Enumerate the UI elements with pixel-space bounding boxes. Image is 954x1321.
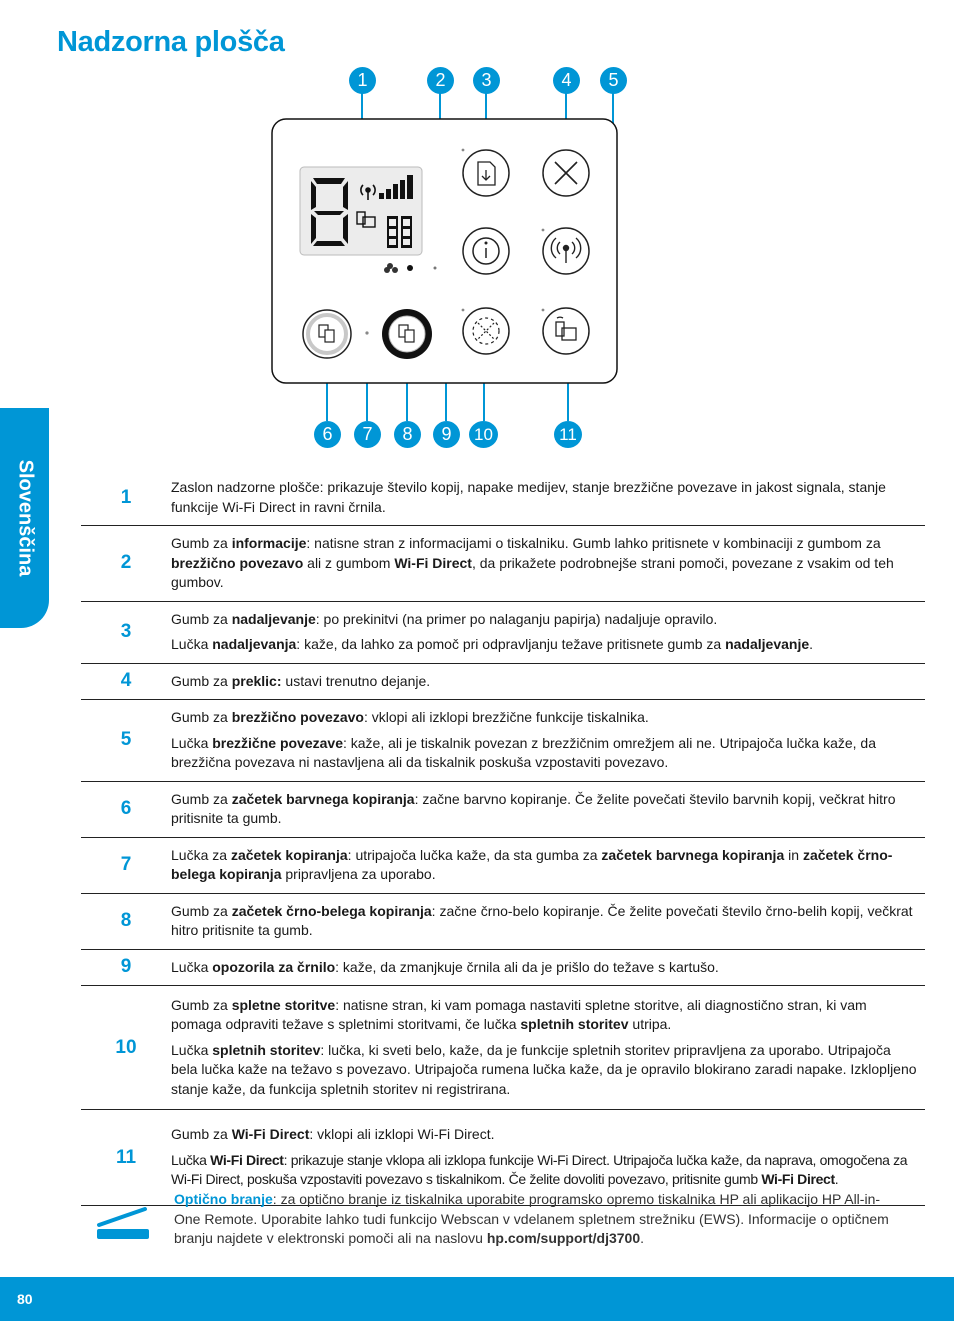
table-row bbox=[81, 986, 925, 1110]
callout-8: 8 bbox=[394, 421, 421, 448]
item-description: Gumb za brezžično povezavo: vklopi ali izklopi brezžične funkcije tiskalnika. Lučka brezžične povezave: kaže, ali je tiskalnik povezan z brezžičnim omrežjem ali ne. Utripajoča lučka kaže, da brezžična povezava ni nastavljena ali da tiskalnik poskuša vzpostaviti povezavo. bbox=[171, 700, 925, 782]
resume-led bbox=[462, 149, 465, 152]
table-row bbox=[81, 663, 925, 700]
web-services-led bbox=[462, 309, 465, 312]
item-description: Gumb za spletne storitve: natisne stran, ki vam pomaga nastaviti spletne storitve, ali diagnostično stran, ki vam pomaga odpraviti težave s spletnimi storitvami, če lučka spletnih storitev utripa. Lučka spletnih storitev: lučka, ki sveti belo, kaže, da je funkcije spletnih storitev pripravljena za uporabo. Utripajoča bela lučka kaže na težavo s povezavo. Utripajoča rumena lučka kaže, da je opravilo blokirano zaradi napake. Izklopljeno stanje kaže, da funkcija spletnih storitev ni registrirana. bbox=[171, 986, 925, 1110]
item-number: 8 bbox=[81, 893, 171, 949]
scan-text: : za optično branje iz tiskalnika uporabite programsko opremo tiskalnika HP ali aplikacijo HP All-in-One Remote. Uporabite lahko tudi funkcijo Webscan v vdelanem spletnem strežniku (EWS). Informacije o optičnem branju najdete v elektronski pomoči ali na naslovu bbox=[174, 1191, 889, 1246]
wifi-direct-led bbox=[542, 309, 545, 312]
item-number: 2 bbox=[81, 526, 171, 602]
item-number: 11 bbox=[81, 1110, 171, 1206]
callout-11: 11 bbox=[554, 421, 582, 448]
cancel-button[interactable] bbox=[543, 150, 589, 196]
table-row bbox=[81, 781, 925, 837]
table-row bbox=[81, 837, 925, 893]
callout-7: 7 bbox=[354, 421, 381, 448]
page-title: Nadzorna plošča bbox=[57, 26, 285, 58]
table-row bbox=[81, 949, 925, 986]
item-description: Zaslon nadzorne plošče: prikazuje število kopij, napake medijev, stanje brezžične povezave in jakost signala, stanje funkcije Wi-Fi Direct in ravni črnila. bbox=[171, 470, 925, 526]
callout-4: 4 bbox=[553, 67, 580, 94]
scan-keyword: Optično branje bbox=[174, 1191, 273, 1207]
item-description: Gumb za nadaljevanje: po prekinitvi (na primer po nalaganju papirja) nadaljuje opravilo. Lučka nadaljevanja: kaže, da lahko za pomoč pri odpravljanju težave pritisnete gumb za nadaljevanje. bbox=[171, 601, 925, 663]
ink-alert-light bbox=[407, 265, 413, 271]
callout-10: 10 bbox=[469, 421, 498, 448]
table-row bbox=[81, 526, 925, 602]
item-number: 1 bbox=[81, 470, 171, 526]
item-number: 6 bbox=[81, 781, 171, 837]
item-number: 7 bbox=[81, 837, 171, 893]
page-footer bbox=[0, 1277, 954, 1321]
item-description: Gumb za informacije: natisne stran z informacijami o tiskalniku. Gumb lahko pritisnete v kombinaciji z gumbom za brezžično povezavo ali z gumbom Wi-Fi Direct, da prikažete podrobnejše strani pomoči, povezane z vsakim od teh gumbov. bbox=[171, 526, 925, 602]
scan-text-end: . bbox=[640, 1230, 644, 1246]
wifi-direct-button[interactable] bbox=[543, 308, 589, 354]
item-description: Lučka za začetek kopiranja: utripajoča lučka kaže, da sta gumba za začetek barvnega kopiranja in začetek črno-belega kopiranja pripravljena za uporabo. bbox=[171, 837, 925, 893]
item-number: 10 bbox=[81, 986, 171, 1110]
table-row bbox=[81, 700, 925, 782]
scan-note bbox=[174, 1190, 904, 1249]
callout-2: 2 bbox=[427, 67, 454, 94]
callout-6: 6 bbox=[314, 421, 341, 448]
copy-start-led bbox=[365, 331, 368, 334]
black-copy-button[interactable] bbox=[382, 309, 432, 359]
item-number: 5 bbox=[81, 700, 171, 782]
control-panel-diagram bbox=[0, 60, 954, 460]
callout-3: 3 bbox=[473, 67, 500, 94]
info-button[interactable] bbox=[463, 228, 509, 274]
web-services-button[interactable] bbox=[463, 308, 509, 354]
support-link[interactable]: hp.com/support/dj3700 bbox=[486, 1230, 641, 1246]
control-description-table bbox=[81, 470, 925, 1206]
item-number: 9 bbox=[81, 949, 171, 986]
scan-icon bbox=[95, 1205, 151, 1243]
item-number: 4 bbox=[81, 663, 171, 700]
page-number: 80 bbox=[17, 1291, 33, 1307]
callout-1: 1 bbox=[349, 67, 376, 94]
table-row bbox=[81, 470, 925, 526]
language-tab-label: Slovenščina bbox=[14, 459, 36, 577]
wireless-led bbox=[542, 229, 545, 232]
color-copy-button[interactable] bbox=[303, 310, 351, 358]
item-description: Gumb za začetek črno-belega kopiranja: začne črno-belo kopiranje. Če želite povečati število črno-belih kopij, večkrat hitro pritisnite ta gumb. bbox=[171, 893, 925, 949]
resume-button[interactable] bbox=[463, 150, 509, 196]
item-description: Gumb za začetek barvnega kopiranja: začne barvno kopiranje. Če želite povečati število barvnih kopij, večkrat hitro pritisnite ta gumb. bbox=[171, 781, 925, 837]
callout-5: 5 bbox=[600, 67, 627, 94]
table-row bbox=[81, 893, 925, 949]
ink-alert-led bbox=[434, 267, 437, 270]
item-number: 3 bbox=[81, 601, 171, 663]
table-row bbox=[81, 601, 925, 663]
callout-9: 9 bbox=[433, 421, 460, 448]
item-description: Gumb za preklic: ustavi trenutno dejanje. bbox=[171, 663, 925, 700]
item-description: Lučka opozorila za črnilo: kaže, da zmanjkuje črnila ali da je prišlo do težave s kartušo. bbox=[171, 949, 925, 986]
wireless-button[interactable] bbox=[543, 228, 589, 274]
item-description: Gumb za Wi-Fi Direct: vklopi ali izklopi Wi-Fi Direct. Lučka Wi-Fi Direct: prikazuje stanje vklopa ali izklopa funkcije Wi-Fi Direct. Utripajoča lučka kaže, da naprava, omogočena za Wi-Fi Direct, poskuša vzpostaviti povezavo s tiskalnikom. Če želite dovoliti povezavo, pritisnite gumb Wi-Fi Direct. bbox=[171, 1110, 925, 1206]
